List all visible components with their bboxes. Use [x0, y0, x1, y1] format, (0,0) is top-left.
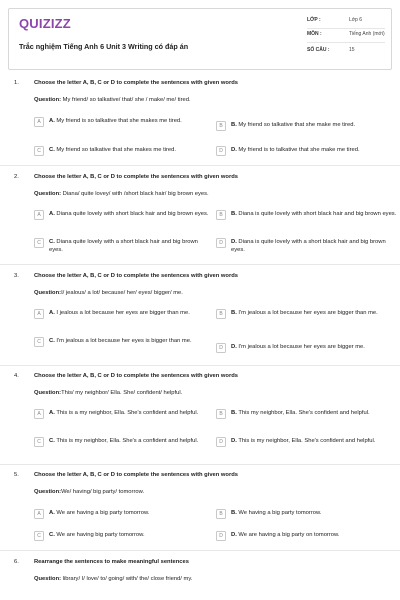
- meta-key: LỚP :: [307, 17, 321, 23]
- option-letter-box: D: [216, 343, 226, 353]
- divider: [307, 28, 385, 29]
- divider: [0, 550, 400, 551]
- option-text: B. My friend so talkative that she make me tired.: [231, 122, 356, 128]
- question-number: 5.: [14, 472, 19, 478]
- option-text: A. I jealous a lot because her eyes are bigger than me.: [49, 310, 190, 316]
- option-letter-box: D: [216, 238, 226, 248]
- option-letter-box: B: [216, 309, 226, 319]
- question-instruction: Rearrange the sentences to make meaningful sentences: [34, 559, 189, 565]
- option-text: A. We are having a big party tomorrow.: [49, 510, 150, 516]
- question-text: Question: My friend/ so talkative/ that/ she / make/ me/ tired.: [34, 97, 191, 103]
- option-letter-box: A: [34, 409, 44, 419]
- option-letter-box: C: [34, 238, 44, 248]
- option-text: B. I'm jealous a lot because her eyes are bigger than me.: [231, 310, 378, 316]
- option-text: C. I'm jealous a lot because her eyes is bigger than me.: [49, 338, 192, 344]
- option-letter-box: A: [34, 309, 44, 319]
- question-instruction: Choose the letter A, B, C or D to complete the sentences with given words: [34, 373, 238, 379]
- option-text: C. This is my neighbor, Ella. She's a confident and helpful.: [49, 438, 199, 444]
- option-letter-box: A: [34, 210, 44, 220]
- option-text: D. My friend is to talkative that she make me tired.: [231, 147, 360, 153]
- question-instruction: Choose the letter A, B, C or D to complete the sentences with given words: [34, 80, 238, 86]
- divider: [307, 42, 385, 43]
- option-letter-box: B: [216, 210, 226, 220]
- meta-value: Tiếng Anh (mới): [349, 31, 385, 37]
- option-text: B. Diana is quite lovely with short black hair and big brown eyes.: [231, 211, 397, 217]
- option-text: B. This my neighbor, Ella. She's confident and helpful.: [231, 410, 370, 416]
- question-text: Question:This/ my neighbor/ Ella. She/ confident/ helpful.: [34, 390, 183, 396]
- divider: [0, 464, 400, 465]
- option-text: C. We are having big party tomorrow.: [49, 532, 145, 538]
- option-letter-box: D: [216, 146, 226, 156]
- question-instruction: Choose the letter A, B, C or D to complete the sentences with given words: [34, 174, 238, 180]
- option-text: A. This is a my neighbor, Ella. She's confident and helpful.: [49, 410, 199, 416]
- option-letter-box: D: [216, 437, 226, 447]
- divider: [0, 165, 400, 166]
- option-letter-box: B: [216, 121, 226, 131]
- question-text: Question:I/ jealous/ a lot/ because/ her/ eyes/ bigger/ me.: [34, 290, 183, 296]
- option-text: A. Diana quite lovely with short black hair and big brown eyes.: [49, 211, 209, 217]
- option-letter-box: C: [34, 437, 44, 447]
- meta-key: MÔN :: [307, 31, 322, 37]
- question-instruction: Choose the letter A, B, C or D to complete the sentences with given words: [34, 273, 238, 279]
- option-text: A. My friend is so talkative that she makes me tired.: [49, 118, 182, 124]
- question-number: 1.: [14, 80, 19, 86]
- option-text: D. I'm jealous a lot because her eyes are bigger me.: [231, 344, 365, 350]
- option-letter-box: B: [216, 409, 226, 419]
- quizizz-logo: QUIZIZZ: [19, 16, 71, 31]
- option-text: D. Diana is quite lovely with a short black hair and big brown eyes.: [231, 239, 386, 253]
- option-letter-box: B: [216, 509, 226, 519]
- divider: [0, 264, 400, 265]
- option-letter-box: D: [216, 531, 226, 541]
- question-number: 2.: [14, 174, 19, 180]
- question-text: Question: library/ I/ love/ to/ going/ with/ the/ close friend/ my.: [34, 576, 193, 582]
- meta-value: Lớp 6: [349, 17, 363, 23]
- page-title: Trắc nghiệm Tiếng Anh 6 Unit 3 Writing có đáp án: [19, 42, 189, 51]
- option-letter-box: C: [34, 146, 44, 156]
- meta-key: SỐ CÂU :: [307, 47, 330, 53]
- option-letter-box: A: [34, 117, 44, 127]
- question-number: 4.: [14, 373, 19, 379]
- question-instruction: Choose the letter A, B, C or D to complete the sentences with given words: [34, 472, 238, 478]
- option-text: C. Diana quite lovely with a short black hair and big brown eyes.: [49, 239, 198, 253]
- option-text: D. This is my neighbor, Ella. She's confident and helpful.: [231, 438, 376, 444]
- divider: [0, 365, 400, 366]
- option-letter-box: A: [34, 509, 44, 519]
- worksheet-header: [8, 8, 392, 70]
- question-number: 6.: [14, 559, 19, 565]
- question-text: Question: Diana/ quite lovey/ with /short black hair/ big brown eyes.: [34, 191, 209, 197]
- option-letter-box: C: [34, 531, 44, 541]
- question-text: Question:We/ having/ big party/ tomorrow.: [34, 489, 145, 495]
- option-text: C. My friend so talkative that she makes me tired.: [49, 147, 176, 153]
- option-text: B. We having a big party tomorrow.: [231, 510, 322, 516]
- option-text: D. We are having a big party on tomorrow.: [231, 532, 340, 538]
- option-letter-box: C: [34, 337, 44, 347]
- meta-value: 15: [349, 47, 355, 53]
- question-number: 3.: [14, 273, 19, 279]
